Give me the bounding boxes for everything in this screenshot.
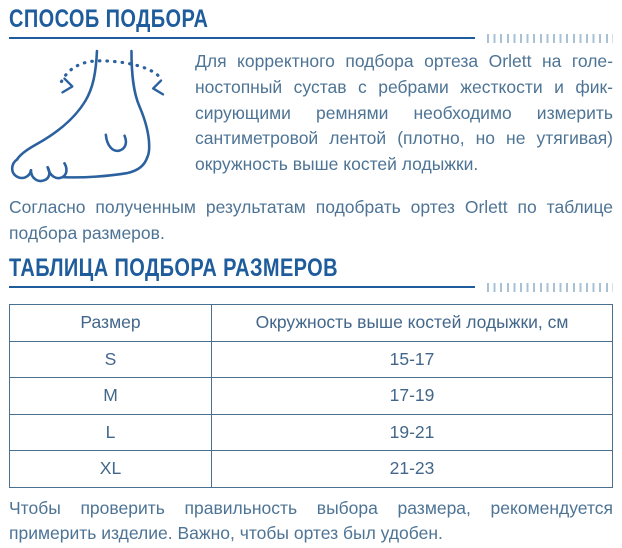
- fit-check-note: [9, 496, 613, 547]
- paragraph-line: Согласно полученным результатам подобрать ортез Orlett по таблице: [9, 197, 613, 217]
- paragraph-line: ностопный сустав с ребрами жесткости и фик-: [195, 76, 613, 97]
- paragraph-line: Чтобы проверить правильность выбора размера, рекомендуется: [9, 497, 613, 518]
- size-table-header-size: Размер: [10, 305, 212, 342]
- heading-rule: [9, 33, 613, 43]
- paragraph-line: примерить изделие. Важно, чтобы ортез был удобен.: [9, 523, 443, 543]
- paragraph-line: сирующими ремнями необходимо измерить: [195, 102, 613, 123]
- circumference-cell: 21-23: [212, 451, 613, 488]
- foot-outline-heel: [131, 51, 149, 157]
- table-row: [10, 341, 613, 378]
- size-table-header-circumference: Окружность выше костей лодыжки, см: [212, 305, 613, 342]
- size-table-header-row: [10, 305, 613, 342]
- section-title-table: [9, 255, 613, 281]
- section-title-method: [9, 6, 613, 32]
- table-row: [10, 451, 613, 488]
- heading-rule: [9, 282, 613, 292]
- tick-marks-decoration: [487, 283, 613, 292]
- measurement-arrowhead-left: [62, 79, 72, 93]
- section-title-method-text: СПОСОБ ПОДБОРА: [9, 5, 209, 33]
- section-method: [9, 6, 613, 246]
- circumference-cell: 19-21: [212, 414, 613, 451]
- foot-sole: [62, 157, 147, 177]
- foot-big-toe: [12, 159, 31, 178]
- circumference-cell: 17-19: [212, 378, 613, 415]
- size-cell: XL: [10, 451, 212, 488]
- measurement-dotted-arc: [61, 61, 161, 82]
- foot-outline-instep: [17, 51, 97, 159]
- section-title-table-text: ТАБЛИЦА ПОДБОРА РАЗМЕРОВ: [9, 254, 338, 282]
- size-table: [9, 304, 613, 488]
- table-row: [10, 414, 613, 451]
- method-paragraph-2: [9, 195, 613, 246]
- ankle-bone-curve: [106, 135, 126, 151]
- heading-rule-line: [9, 286, 475, 289]
- tick-marks-decoration: [487, 34, 613, 43]
- foot-toe-2: [31, 167, 49, 181]
- size-guide-page: [9, 6, 613, 547]
- paragraph-line: окружность выше костей лодыжки.: [195, 154, 479, 175]
- section-size-table: [9, 255, 613, 547]
- paragraph-line: подбора размеров.: [9, 222, 165, 243]
- size-cell: S: [10, 341, 212, 378]
- paragraph-line: сантиметровой лентой (плотно, но не утягивая): [195, 128, 613, 149]
- paragraph-line: Для корректного подбора ортеза Orlett на голе-: [195, 51, 613, 71]
- heading-rule-line: [9, 37, 475, 40]
- size-cell: M: [10, 378, 212, 415]
- foot-toe-3: [48, 163, 67, 178]
- foot-measurement-illustration: [9, 49, 181, 187]
- method-paragraph: [195, 49, 613, 178]
- table-row: [10, 378, 613, 415]
- measurement-arrowhead-right: [153, 81, 163, 95]
- circumference-cell: 15-17: [212, 341, 613, 378]
- method-content: [9, 49, 613, 187]
- size-cell: L: [10, 414, 212, 451]
